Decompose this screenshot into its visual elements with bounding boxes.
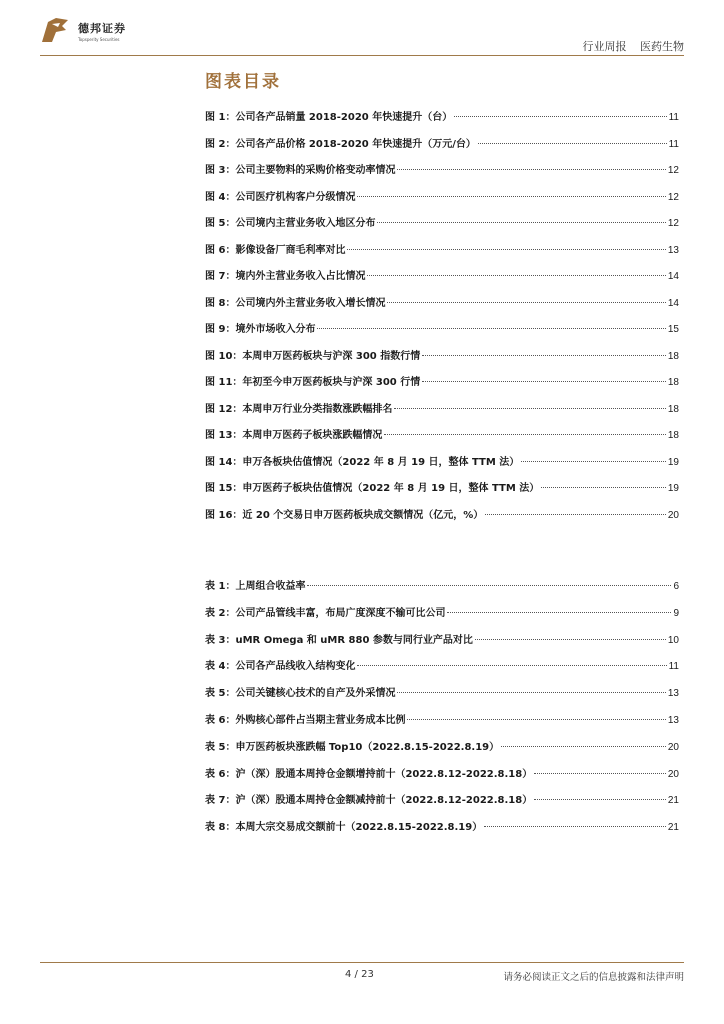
toc-entry-page: 15 bbox=[667, 324, 679, 335]
toc-entry-label: 图 1： bbox=[205, 112, 236, 123]
toc-entry-page: 20 bbox=[667, 768, 679, 780]
toc-entry-label: 表 5： bbox=[205, 688, 236, 700]
toc-entry-label: 表 3： bbox=[205, 634, 236, 646]
toc-entry-title: 公司医疗机构客户分级情况 bbox=[235, 191, 356, 203]
figure-entry[interactable] bbox=[205, 347, 679, 363]
toc-entry-title: 申万医药板块涨跌幅 Top10（2022.8.15-2022.8.19） bbox=[235, 741, 500, 753]
toc-entry-label: 图 15： bbox=[205, 483, 243, 494]
toc-entry-title: 公司境内外主营业务收入增长情况 bbox=[235, 297, 386, 309]
toc-leader-dots bbox=[475, 639, 666, 640]
toc-entry-page: 11 bbox=[668, 112, 679, 123]
table-entry[interactable] bbox=[205, 577, 679, 593]
table-entry[interactable] bbox=[205, 604, 679, 620]
toc-entry-page: 18 bbox=[667, 350, 679, 362]
toc-entry-title: 公司各产品销量 2018-2020 年快速提升（台） bbox=[235, 112, 453, 123]
toc-leader-dots bbox=[521, 461, 666, 462]
figure-entry[interactable] bbox=[205, 188, 679, 204]
figure-entry[interactable] bbox=[205, 267, 679, 283]
toc-entry-label: 图 9： bbox=[205, 324, 236, 335]
toc-entry-label: 表 6： bbox=[205, 768, 236, 780]
toc-leader-dots bbox=[347, 249, 665, 250]
toc-entry-page: 18 bbox=[667, 377, 679, 388]
toc-entry-page: 20 bbox=[667, 509, 679, 521]
toc-entry-title: 本周申万医药子板块涨跌幅情况 bbox=[242, 430, 383, 441]
toc-leader-dots bbox=[367, 275, 665, 276]
toc-entry-label: 表 7： bbox=[205, 795, 236, 807]
toc-leader-dots bbox=[484, 826, 666, 827]
toc-entry-label: 表 5： bbox=[205, 741, 236, 753]
toc-leader-dots bbox=[501, 746, 666, 747]
toc-entry-label: 图 8： bbox=[205, 297, 236, 309]
toc-entry-title: uMR Omega 和 uMR 880 参数与同行业产品对比 bbox=[235, 634, 473, 646]
toc-entry-title: 公司产品管线丰富，布局广度深度不输可比公司 bbox=[235, 607, 446, 619]
table-entry[interactable] bbox=[205, 791, 679, 807]
table-entry[interactable] bbox=[205, 684, 679, 700]
toc-entry-page: 13 bbox=[667, 715, 679, 726]
toc-entry-title: 公司主要物料的采购价格变动率情况 bbox=[235, 165, 396, 176]
toc-entry-label: 图 16： bbox=[205, 509, 243, 521]
table-entry[interactable] bbox=[205, 631, 679, 647]
toc-entry-title: 影像设备厂商毛利率对比 bbox=[235, 244, 346, 256]
company-logo bbox=[38, 14, 148, 48]
toc-leader-dots bbox=[394, 408, 665, 409]
figure-entry[interactable] bbox=[205, 506, 679, 522]
toc-entry-label: 表 4： bbox=[205, 661, 236, 673]
toc-leader-dots bbox=[541, 487, 666, 488]
toc-entry-title: 公司境内主营业务收入地区分布 bbox=[235, 218, 376, 229]
header-divider bbox=[40, 55, 684, 56]
toc-entry-label: 图 6： bbox=[205, 244, 236, 256]
toc-leader-dots bbox=[534, 799, 666, 800]
toc-entry-page: 13 bbox=[667, 244, 679, 256]
toc-entry-label: 表 6： bbox=[205, 715, 236, 726]
footer-divider bbox=[40, 962, 684, 963]
toc-entry-page: 13 bbox=[667, 688, 679, 700]
toc-leader-dots bbox=[307, 585, 671, 586]
toc-entry-page: 12 bbox=[667, 165, 679, 176]
toc-leader-dots bbox=[447, 612, 671, 613]
toc-leader-dots bbox=[357, 196, 665, 197]
brand-name-en: Topsperity Securities bbox=[78, 37, 120, 42]
page-number: 4 / 23 bbox=[345, 969, 374, 980]
toc-entry-title: 境内外主营业务收入占比情况 bbox=[235, 271, 366, 282]
toc-entry-page: 12 bbox=[667, 191, 679, 203]
toc-entry-page: 11 bbox=[668, 661, 679, 673]
toc-entry-title: 本周申万医药板块与沪深 300 指数行情 bbox=[242, 350, 421, 362]
toc-leader-dots bbox=[478, 143, 667, 144]
table-entry[interactable] bbox=[205, 657, 679, 673]
page-title: 图表目录 bbox=[205, 72, 281, 92]
toc-entry-title: 公司各产品线收入结构变化 bbox=[235, 661, 356, 673]
toc-entry-title: 本周大宗交易成交额前十（2022.8.15-2022.8.19） bbox=[235, 822, 483, 834]
toc-entry-label: 图 12： bbox=[205, 403, 243, 415]
table-entry[interactable] bbox=[205, 765, 679, 781]
toc-entry-page: 10 bbox=[667, 634, 679, 646]
toc-entry-label: 表 1： bbox=[205, 581, 236, 592]
toc-leader-dots bbox=[397, 169, 665, 170]
toc-entry-title: 沪（深）股通本周持仓金额增持前十（2022.8.12-2022.8.18） bbox=[235, 768, 533, 780]
figure-entry[interactable] bbox=[205, 241, 679, 257]
toc-entry-label: 图 7： bbox=[205, 271, 236, 282]
toc-leader-dots bbox=[534, 773, 666, 774]
toc-entry-title: 公司各产品价格 2018-2020 年快速提升（万元/台） bbox=[235, 138, 476, 150]
toc-leader-dots bbox=[397, 692, 665, 693]
toc-leader-dots bbox=[422, 381, 666, 382]
toc-entry-label: 表 8： bbox=[205, 822, 236, 834]
toc-entry-label: 表 2： bbox=[205, 607, 236, 619]
toc-entry-page: 21 bbox=[667, 822, 679, 834]
toc-entry-page: 14 bbox=[667, 297, 679, 309]
toc-leader-dots bbox=[407, 719, 665, 720]
toc-entry-title: 上周组合收益率 bbox=[235, 581, 306, 592]
toc-leader-dots bbox=[377, 222, 665, 223]
toc-entry-label: 图 3： bbox=[205, 165, 236, 176]
toc-leader-dots bbox=[454, 116, 666, 117]
toc-leader-dots bbox=[317, 328, 665, 329]
legal-disclaimer: 请务必阅读正文之后的信息披露和法律声明 bbox=[503, 972, 684, 983]
figure-entry[interactable] bbox=[205, 161, 679, 177]
toc-leader-dots bbox=[387, 302, 665, 303]
toc-entry-label: 图 4： bbox=[205, 191, 236, 203]
toc-entry-title: 本周申万行业分类指数涨跌幅排名 bbox=[242, 403, 393, 415]
figure-entry[interactable] bbox=[205, 135, 679, 151]
toc-entry-page: 6 bbox=[673, 581, 679, 592]
toc-entry-page: 19 bbox=[667, 483, 679, 494]
toc-entry-page: 21 bbox=[667, 795, 679, 807]
toc-entry-page: 14 bbox=[667, 271, 679, 282]
figure-entry[interactable] bbox=[205, 108, 679, 124]
figure-entry[interactable] bbox=[205, 453, 679, 469]
table-entry[interactable] bbox=[205, 738, 679, 754]
toc-leader-dots bbox=[357, 665, 666, 666]
toc-entry-page: 18 bbox=[667, 403, 679, 415]
toc-entry-title: 近 20 个交易日申万医药板块成交额情况（亿元，%） bbox=[242, 509, 484, 521]
logo-mark-icon bbox=[38, 14, 72, 48]
toc-entry-label: 图 2： bbox=[205, 138, 236, 150]
figure-entry[interactable] bbox=[205, 320, 679, 336]
toc-entry-title: 沪（深）股通本周持仓金额减持前十（2022.8.12-2022.8.18） bbox=[235, 795, 533, 807]
report-category bbox=[573, 38, 685, 54]
toc-entry-label: 图 11： bbox=[205, 377, 243, 388]
figure-entry[interactable] bbox=[205, 373, 679, 389]
toc-entry-page: 11 bbox=[668, 138, 679, 150]
toc-entry-title: 申万各板块估值情况（2022 年 8 月 19 日，整体 TTM 法） bbox=[242, 456, 520, 468]
figure-entry[interactable] bbox=[205, 479, 679, 495]
toc-entry-label: 图 14： bbox=[205, 456, 243, 468]
toc-entry-title: 外购核心部件占当期主营业务成本比例 bbox=[235, 715, 406, 726]
brand-name: 德邦证券 bbox=[78, 22, 126, 35]
toc-entry-title: 年初至今申万医药板块与沪深 300 行情 bbox=[242, 377, 421, 388]
toc-entry-page: 19 bbox=[667, 456, 679, 468]
figure-entry[interactable] bbox=[205, 214, 679, 230]
toc-entry-title: 申万医药子板块估值情况（2022 年 8 月 19 日，整体 TTM 法） bbox=[242, 483, 540, 494]
toc-leader-dots bbox=[384, 434, 665, 435]
report-type: 行业周报 bbox=[582, 40, 627, 53]
figure-entry[interactable] bbox=[205, 426, 679, 442]
toc-entry-page: 9 bbox=[673, 607, 679, 619]
toc-entry-label: 图 10： bbox=[205, 350, 243, 362]
toc-entry-label: 图 13： bbox=[205, 430, 243, 441]
industry-name: 医药生物 bbox=[640, 40, 684, 53]
figure-entry[interactable] bbox=[205, 400, 679, 416]
toc-entry-title: 境外市场收入分布 bbox=[235, 324, 316, 335]
figure-entry[interactable] bbox=[205, 294, 679, 310]
toc-leader-dots bbox=[422, 355, 666, 356]
toc-entry-page: 20 bbox=[667, 741, 679, 753]
toc-leader-dots bbox=[485, 514, 666, 515]
toc-entry-page: 12 bbox=[667, 218, 679, 229]
table-entry[interactable] bbox=[205, 818, 679, 834]
toc-entry-page: 18 bbox=[667, 430, 679, 441]
table-entry[interactable] bbox=[205, 711, 679, 727]
toc-entry-label: 图 5： bbox=[205, 218, 236, 229]
toc-entry-title: 公司关键核心技术的自产及外采情况 bbox=[235, 688, 396, 700]
